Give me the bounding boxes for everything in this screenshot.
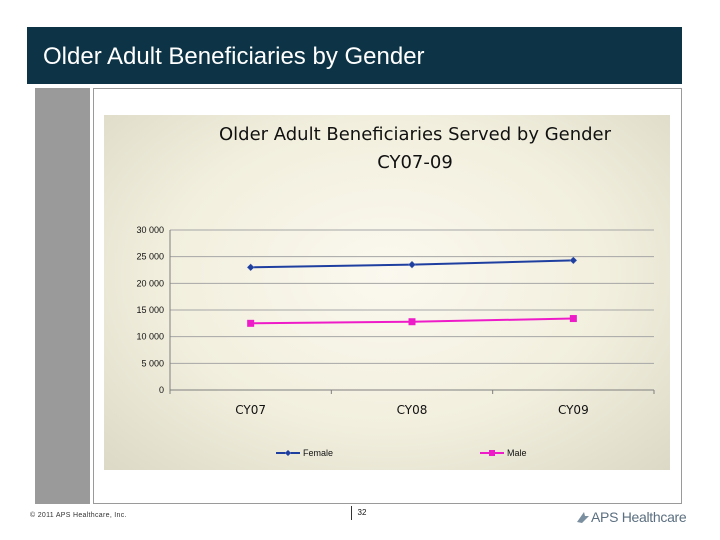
x-tick-label: CY07 (235, 403, 267, 417)
y-tick-label: 15 000 (136, 305, 164, 315)
data-point-female (247, 264, 254, 271)
legend-label-female: Female (303, 448, 334, 458)
data-point-female (409, 261, 416, 268)
y-tick-label: 20 000 (136, 278, 164, 289)
x-tick-label: CY09 (557, 403, 589, 417)
data-point-male (409, 318, 416, 325)
y-tick-label: 30 000 (136, 225, 164, 235)
company-logo (576, 509, 686, 527)
data-point-male (247, 320, 254, 327)
y-tick-label: 5 000 (141, 358, 164, 369)
slide-title: Older Adult Beneficiaries by Gender (43, 43, 425, 70)
legend-marker-male (489, 450, 495, 456)
y-tick-label: 10 000 (136, 331, 164, 342)
data-point-female (570, 257, 577, 264)
data-point-male (570, 315, 577, 322)
chart-title-line-2: CY07-09 (377, 152, 453, 173)
logo-text: APS Healthcare (591, 509, 687, 525)
page-number: 32 (351, 506, 372, 520)
y-tick-label: 25 000 (136, 251, 164, 262)
legend-marker-female (285, 450, 291, 456)
copyright-footer: © 2011 APS Healthcare, Inc. (30, 512, 127, 519)
aps-logo-icon (576, 510, 590, 524)
y-tick-label: 0 (158, 385, 164, 395)
chart-title-line-1: Older Adult Beneficiaries Served by Gender (218, 124, 612, 145)
legend-label-male: Male (507, 448, 527, 458)
x-tick-label: CY08 (396, 403, 428, 417)
